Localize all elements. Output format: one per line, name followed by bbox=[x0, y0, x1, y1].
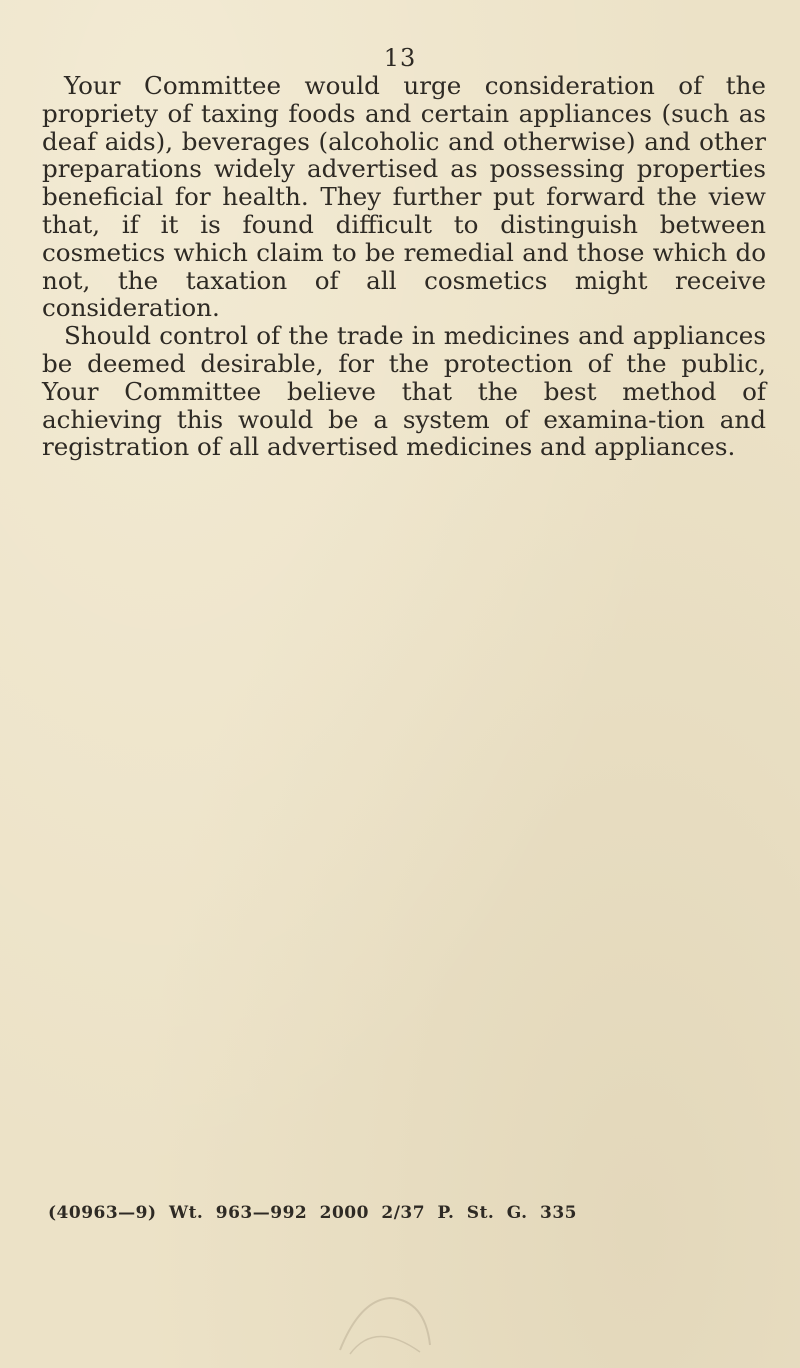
printer-imprint: (40963—9) Wt. 963—992 2000 2/37 P. St. G. 335 bbox=[48, 1203, 578, 1223]
paragraph-2: Should control of the trade in medicines and appliances be deemed desirable, for the protection of the public, Your Committee believe that the best method of achieving this would be a system of examina-tion and registration of all advertised medicines and appliances. bbox=[42, 321, 766, 462]
library-stamp-mark bbox=[330, 1290, 440, 1360]
paragraph-1: Your Committee would urge consideration of the propriety of taxing foods and certain appliances (such as deaf aids), beverages (alcoholic and otherwise) and other preparations widely advertised as possessing properties beneficial for health. They further put forward the view that, if it is found difficult to distinguish between cosmetics which claim to be remedial and those which do not, the taxation of all cosmetics might receive consideration. bbox=[42, 71, 766, 323]
page-number: 13 bbox=[383, 44, 417, 72]
body-text bbox=[42, 72, 766, 461]
